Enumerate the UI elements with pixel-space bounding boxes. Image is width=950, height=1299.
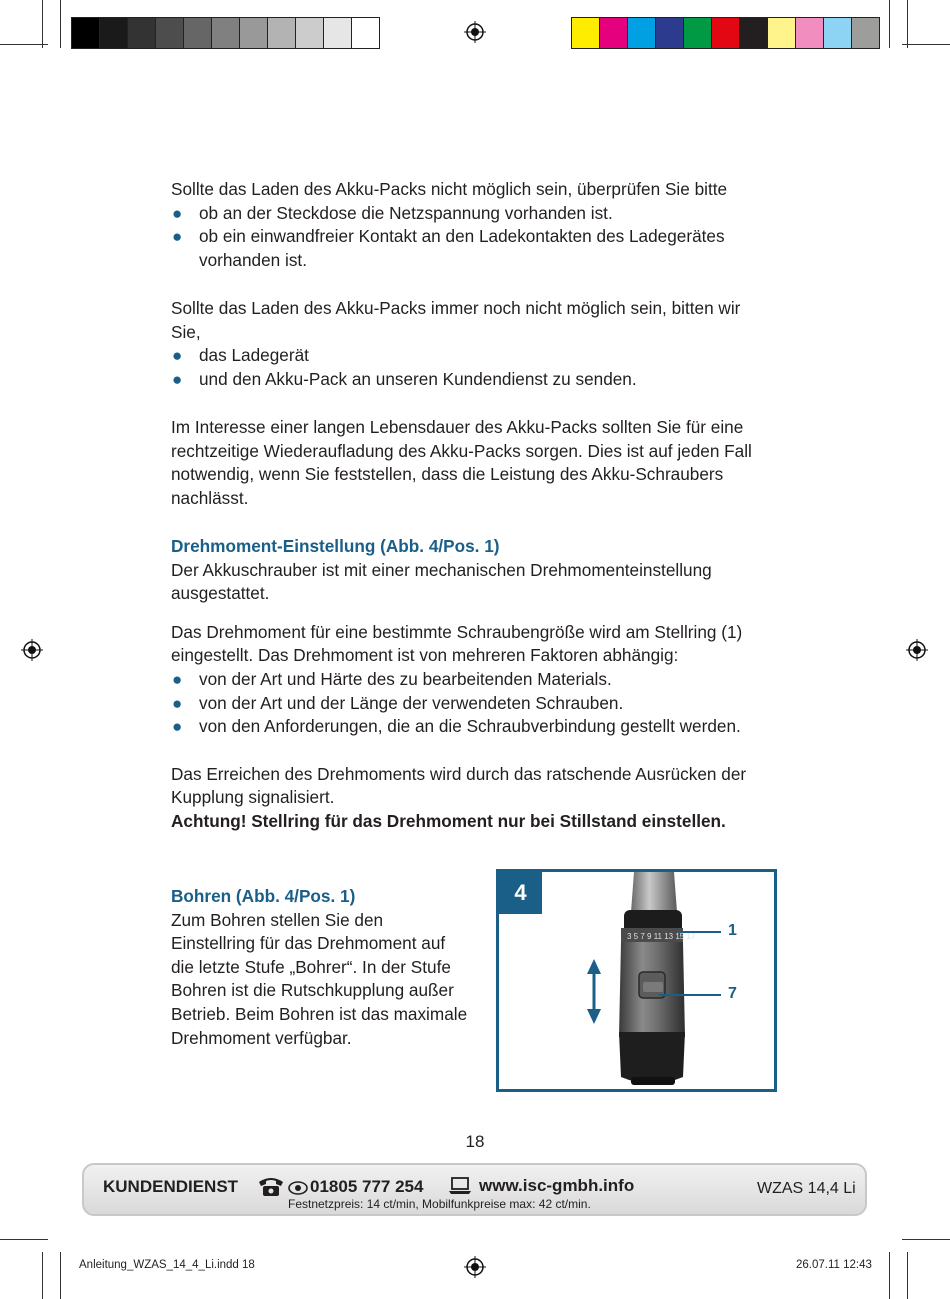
bullet-icon: ● <box>172 693 183 713</box>
service-phone: 01805 777 254 <box>310 1177 424 1196</box>
bullet-item: ● und den Akku-Pack an unseren Kundendienst zu senden. <box>171 368 761 392</box>
process-color-bar <box>571 17 880 49</box>
crop-mark <box>42 0 43 48</box>
slug-date: 26.07.11 12:43 <box>796 1259 872 1271</box>
svg-text:3 5 7 9 11 13 15 17: 3 5 7 9 11 13 15 17 <box>627 932 696 941</box>
paragraph: Das Drehmoment für eine bestimmte Schraubengröße wird am Stellring (1) eingestellt. Das Drehmoment ist von mehreren Faktoren abhängig: <box>171 621 743 666</box>
price-note: Festnetzpreis: 14 ct/min, Mobilfunkpreise max: 42 ct/min. <box>288 1197 591 1211</box>
color-swatch <box>628 18 656 48</box>
bullet-item: ● von den Anforderungen, die an die Schraubverbindung gestellt werden. <box>171 715 769 739</box>
color-swatch <box>656 18 684 48</box>
color-swatch <box>128 18 156 48</box>
bullet-icon: ● <box>172 669 183 689</box>
warning-text: Achtung! Stellring für das Drehmoment nur bei Stillstand einstellen. <box>171 810 726 831</box>
crop-mark <box>0 1239 48 1240</box>
color-swatch <box>796 18 824 48</box>
color-swatch <box>184 18 212 48</box>
callout-label: 7 <box>728 985 737 1002</box>
color-swatch <box>156 18 184 48</box>
color-swatch <box>768 18 796 48</box>
torque-section <box>171 535 791 834</box>
service-label: KUNDENDIENST <box>103 1177 239 1196</box>
service-website: www.isc-gmbh.info <box>479 1176 635 1195</box>
paragraph: Im Interesse einer langen Lebensdauer des Akku-Packs sollten Sie für eine rechtzeitige Wiederaufladung des Akku-Packs sorgen. Dies ist auf jeden Fall notwendig, wenn Sie feststellen, dass die Leistung des Akku-Schraubers nachlässt. <box>171 417 752 508</box>
crop-mark <box>42 1252 43 1299</box>
model-name: WZAS 14,4 Li <box>757 1180 856 1197</box>
bullet-icon: ● <box>172 227 183 247</box>
crop-mark <box>60 1252 61 1299</box>
grayscale-color-bar <box>71 17 380 49</box>
crop-mark <box>889 1252 890 1299</box>
paragraph: Sollte das Laden des Akku-Packs nicht möglich sein, überprüfen Sie bitte <box>171 179 728 199</box>
color-swatch <box>600 18 628 48</box>
callout-label: 1 <box>728 922 737 939</box>
color-swatch <box>572 18 600 48</box>
color-swatch <box>852 18 879 48</box>
figure-number: 4 <box>499 872 542 914</box>
page-number: 18 <box>465 1132 485 1151</box>
color-swatch <box>100 18 128 48</box>
paragraph: Sollte das Laden des Akku-Packs immer noch nicht möglich sein, bitten wir Sie, <box>171 298 741 342</box>
crop-mark <box>889 0 890 48</box>
drill-photo <box>499 872 774 1089</box>
bullet-icon: ● <box>172 717 183 737</box>
eye-icon <box>288 1180 308 1196</box>
telephone-icon <box>257 1176 285 1198</box>
bullet-icon: ● <box>172 369 183 389</box>
crop-mark <box>60 0 61 48</box>
paragraph: Das Erreichen des Drehmoments wird durch das ratschende Ausrücken der Kupplung signalisiert. <box>171 763 747 808</box>
registration-mark-icon <box>21 639 43 661</box>
laptop-icon <box>448 1176 472 1196</box>
bullet-item: ● ob ein einwandfreier Kontakt an den Ladekontakten des Ladegerätes vorhanden ist. <box>172 226 725 270</box>
color-swatch <box>824 18 852 48</box>
color-swatch <box>712 18 740 48</box>
crop-mark <box>907 0 908 48</box>
figure-4 <box>496 869 777 1092</box>
bullet-item: ● ob an der Steckdose die Netzspannung vorhanden ist. <box>171 202 791 226</box>
crop-mark <box>902 44 950 45</box>
color-swatch <box>352 18 379 48</box>
color-swatch <box>296 18 324 48</box>
bullet-item: ● das Ladegerät <box>171 344 761 368</box>
bullet-icon: ● <box>172 203 183 223</box>
paragraph: Der Akkuschrauber ist mit einer mechanischen Drehmomenteinstellung ausgestattet. <box>171 559 712 604</box>
crop-mark <box>907 1252 908 1299</box>
color-swatch <box>212 18 240 48</box>
color-swatch <box>324 18 352 48</box>
section-heading: Drehmoment-Einstellung (Abb. 4/Pos. 1) <box>171 536 500 556</box>
color-swatch <box>72 18 100 48</box>
registration-mark-icon <box>464 21 486 43</box>
bullet-icon: ● <box>172 346 183 366</box>
color-swatch <box>684 18 712 48</box>
drilling-section <box>171 885 471 1050</box>
registration-mark-icon <box>906 639 928 661</box>
registration-mark-icon <box>464 1256 486 1278</box>
paragraph: Zum Bohren stellen Sie den Einstellring für das Drehmoment auf die letzte Stufe „Bohrer“. In der Stufe Bohren ist die Rutschkupplung außer Betrieb. Beim Bohren ist das maximale Drehmoment verfügbar. <box>171 909 468 1048</box>
color-swatch <box>740 18 768 48</box>
color-swatch <box>240 18 268 48</box>
section-heading: Bohren (Abb. 4/Pos. 1) <box>171 886 356 906</box>
slug-filename: Anleitung_WZAS_14_4_Li.indd 18 <box>79 1259 255 1271</box>
bullet-item: ● von der Art und Härte des zu bearbeitenden Materials. <box>171 668 791 692</box>
charging-service-section <box>171 297 761 391</box>
charging-check-section <box>171 178 791 272</box>
crop-mark <box>902 1239 950 1240</box>
bullet-item: ● von der Art und der Länge der verwendeten Schrauben. <box>171 692 791 716</box>
battery-life-section <box>171 416 781 510</box>
crop-mark <box>0 44 48 45</box>
color-swatch <box>268 18 296 48</box>
